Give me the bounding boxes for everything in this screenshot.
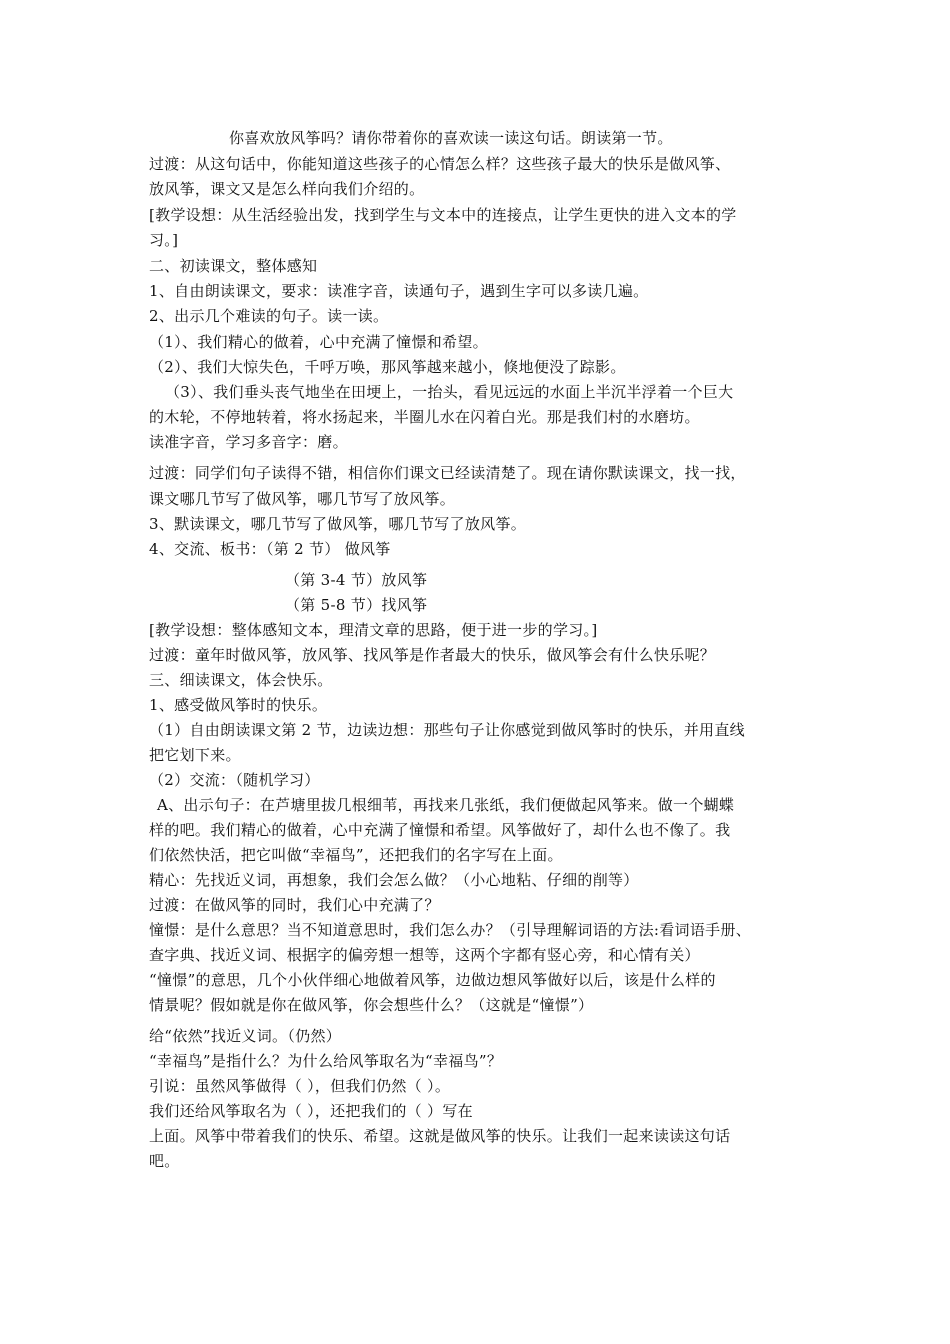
text-line: 过渡：在做风筝的同时，我们心中充满了？ (149, 896, 440, 914)
text-line: 给“依然”找近义词。（仍然） (149, 1027, 342, 1045)
text-line: （2）交流：（随机学习） (149, 771, 320, 789)
text-line: 引说：虽然风筝做得（ ），但我们仍然（ ）。 (149, 1077, 451, 1095)
text-line: （第 3-4 节）放风筝 (285, 571, 428, 589)
text-line: 课文哪几节写了做风筝，哪几节写了放风筝。 (149, 490, 456, 508)
text-line: [教学设想：从生活经验出发，找到学生与文本中的连接点，让学生更快的进入文本的学 (149, 206, 737, 224)
text-line: （3）、我们垂头丧气地坐在田埂上，一抬头，看见远远的水面上半沉半浮着一个巨大 (165, 383, 734, 401)
text-line: 放风筝，课文又是怎么样向我们介绍的。 (149, 180, 425, 198)
text-line: 1、自由朗读课文，要求：读准字音，读通句子，遇到生字可以多读几遍。 (149, 282, 649, 300)
text-line: 1、感受做风筝时的快乐。 (149, 696, 328, 714)
text-line: [教学设想：整体感知文本，理清文章的思路，便于进一步的学习。] (149, 621, 598, 639)
text-line: （2）、我们大惊失色，千呼万唤，那风筝越来越小，倏地便没了踪影。 (149, 358, 626, 376)
text-line: 我们还给风筝取名为（ ），还把我们的（ ）写在 (149, 1102, 473, 1120)
text-line: 样的吧。我们精心的做着，心中充满了憧憬和希望。风筝做好了，却什么也不像了。我 (149, 821, 731, 839)
text-line: 习。] (149, 231, 179, 249)
text-line: 的木轮，不停地转着，将水扬起来，半圈儿水在闪着白光。那是我们村的水磨坊。 (149, 408, 700, 426)
text-line: 把它划下来。 (149, 746, 241, 764)
text-line: 过渡：同学们句子读得不错，相信你们课文已经读清楚了。现在请你默读课文，找一找， (149, 464, 746, 482)
text-line: （第 5-8 节）找风筝 (285, 596, 428, 614)
text-line: A、出示句子：在芦塘里拔几根细苇，再找来几张纸，我们便做起风筝来。做一个蝴蝶 (157, 796, 735, 814)
text-line: 憧憬：是什么意思？当不知道意思时，我们怎么办？（引导理解词语的方法:看词语手册、 (149, 921, 752, 939)
text-line: 你喜欢放风筝吗？请你带着你的喜欢读一读这句话。朗读第一节。 (229, 129, 673, 147)
text-line: “幸福鸟”是指什么？为什么给风筝取名为“幸福鸟”？ (149, 1052, 503, 1070)
text-line: 精心：先找近义词，再想象，我们会怎么做？（小心地粘、仔细的削等） (149, 871, 639, 889)
text-line: 3、默读课文，哪几节写了做风筝，哪几节写了放风筝。 (149, 515, 527, 533)
text-line: 们依然快活，把它叫做“幸福鸟”，还把我们的名字写在上面。 (149, 846, 563, 864)
text-line: 过渡：从这句话中，你能知道这些孩子的心情怎么样？这些孩子最大的快乐是做风筝、 (149, 155, 731, 173)
text-line: 4、交流、板书：（第 2 节） 做风筝 (149, 540, 391, 558)
text-line: 读准字音，学习多音字：磨。 (149, 433, 348, 451)
text-line: “憧憬”的意思，几个小伙伴细心地做着风筝，边做边想风筝做好以后，该是什么样的 (149, 971, 716, 989)
text-line: 查字典、找近义词、根据字的偏旁想一想等，这两个字都有竖心旁，和心情有关） (149, 946, 700, 964)
text-line: 2、出示几个难读的句子。读一读。 (149, 307, 389, 325)
section-heading: 二、初读课文，整体感知 (149, 257, 318, 275)
text-line: 吧。 (149, 1152, 180, 1170)
text-line: 上面。风筝中带着我们的快乐、希望。这就是做风筝的快乐。让我们一起来读读这句话 (149, 1127, 731, 1145)
section-heading: 三、细读课文，体会快乐。 (149, 671, 333, 689)
text-line: （1）、我们精心的做着，心中充满了憧憬和希望。 (149, 333, 488, 351)
text-line: （1）自由朗读课文第 2 节，边读边想：那些句子让你感觉到做风筝时的快乐，并用直线 (149, 721, 745, 739)
text-line: 过渡：童年时做风筝，放风筝、找风筝是作者最大的快乐，做风筝会有什么快乐呢？ (149, 646, 716, 664)
text-line: 情景呢？假如就是你在做风筝，你会想些什么？（这就是“憧憬”） (149, 996, 594, 1014)
